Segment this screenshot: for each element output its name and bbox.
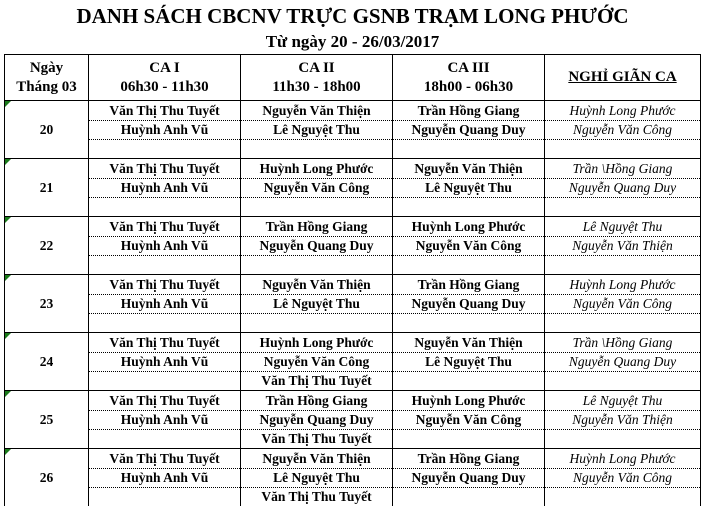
shift-3-cell: Trần Hồng Giang xyxy=(393,449,545,469)
shift-2-cell: Nguyễn Văn Thiện xyxy=(241,275,393,295)
shift-1-cell: Văn Thị Thu Tuyết xyxy=(89,101,241,121)
shift-2-cell: Huỳnh Long Phước xyxy=(241,159,393,179)
shift-3-cell: Nguyễn Văn Thiện xyxy=(393,333,545,353)
shift-3-cell: Huỳnh Long Phước xyxy=(393,391,545,411)
off-shift-cell xyxy=(545,140,701,159)
shift-1-cell: Huỳnh Anh Vũ xyxy=(89,469,241,488)
table-row xyxy=(5,101,701,121)
shift-1-cell xyxy=(89,314,241,333)
shift-3-cell: Nguyễn Quang Duy xyxy=(393,121,545,140)
header-shift-1-time: 06h30 - 11h30 xyxy=(89,78,240,97)
shift-2-cell: Lê Nguyệt Thu xyxy=(241,295,393,314)
page-subtitle: Từ ngày 20 - 26/03/2017 xyxy=(0,32,705,52)
shift-3-cell: Nguyễn Văn Thiện xyxy=(393,159,545,179)
header-date xyxy=(5,55,89,101)
header-shift-3 xyxy=(393,55,545,101)
header-shift-1-name: CA I xyxy=(89,59,240,78)
shift-2-cell: Huỳnh Long Phước xyxy=(241,333,393,353)
shift-2-cell: Văn Thị Thu Tuyết xyxy=(241,372,393,391)
shift-2-cell: Lê Nguyệt Thu xyxy=(241,121,393,140)
shift-2-cell: Văn Thị Thu Tuyết xyxy=(241,430,393,449)
table-row xyxy=(5,314,701,333)
table-row xyxy=(5,198,701,217)
table-row xyxy=(5,391,701,411)
off-shift-cell xyxy=(545,198,701,217)
header-row xyxy=(5,55,701,101)
off-shift-cell: Trần \Hồng Giang xyxy=(545,159,701,179)
header-shift-3-name: CA III xyxy=(393,59,544,78)
table-row xyxy=(5,121,701,140)
day-cell: 20 xyxy=(5,101,89,159)
shift-3-cell: Huỳnh Long Phước xyxy=(393,217,545,237)
off-shift-cell xyxy=(545,372,701,391)
shift-2-cell: Văn Thị Thu Tuyết xyxy=(241,488,393,506)
table-row xyxy=(5,217,701,237)
table-row xyxy=(5,159,701,179)
off-shift-cell: Lê Nguyệt Thu xyxy=(545,391,701,411)
table-row xyxy=(5,488,701,506)
table-row xyxy=(5,275,701,295)
off-shift-cell: Huỳnh Long Phước xyxy=(545,449,701,469)
off-shift-cell: Nguyễn Văn Thiện xyxy=(545,411,701,430)
shift-1-cell: Huỳnh Anh Vũ xyxy=(89,353,241,372)
off-shift-cell: Lê Nguyệt Thu xyxy=(545,217,701,237)
day-cell: 23 xyxy=(5,275,89,333)
shift-2-cell: Nguyễn Văn Thiện xyxy=(241,449,393,469)
shift-3-cell xyxy=(393,488,545,506)
shift-3-cell xyxy=(393,430,545,449)
table-row xyxy=(5,237,701,256)
off-shift-cell xyxy=(545,314,701,333)
shift-1-cell xyxy=(89,372,241,391)
header-off-shift-label: NGHỈ GIÃN CA xyxy=(568,69,676,85)
table-row xyxy=(5,256,701,275)
shift-2-cell xyxy=(241,140,393,159)
duty-schedule-table xyxy=(4,54,701,506)
table-row xyxy=(5,179,701,198)
shift-1-cell: Văn Thị Thu Tuyết xyxy=(89,449,241,469)
shift-3-cell xyxy=(393,256,545,275)
off-shift-cell xyxy=(545,488,701,506)
shift-1-cell xyxy=(89,256,241,275)
off-shift-cell: Huỳnh Long Phước xyxy=(545,275,701,295)
shift-2-cell xyxy=(241,314,393,333)
header-off-shift xyxy=(545,55,701,101)
off-shift-cell: Nguyễn Văn Công xyxy=(545,121,701,140)
header-shift-2-time: 11h30 - 18h00 xyxy=(241,78,392,97)
table-row xyxy=(5,469,701,488)
shift-1-cell xyxy=(89,198,241,217)
table-row xyxy=(5,353,701,372)
shift-1-cell xyxy=(89,488,241,506)
shift-1-cell: Văn Thị Thu Tuyết xyxy=(89,333,241,353)
shift-1-cell: Văn Thị Thu Tuyết xyxy=(89,217,241,237)
schedule-body xyxy=(5,101,701,506)
shift-1-cell: Văn Thị Thu Tuyết xyxy=(89,391,241,411)
shift-1-cell: Huỳnh Anh Vũ xyxy=(89,237,241,256)
shift-1-cell: Huỳnh Anh Vũ xyxy=(89,411,241,430)
day-cell: 21 xyxy=(5,159,89,217)
off-shift-cell: Nguyễn Văn Công xyxy=(545,469,701,488)
shift-2-cell xyxy=(241,256,393,275)
header-shift-2 xyxy=(241,55,393,101)
shift-2-cell: Trần Hồng Giang xyxy=(241,217,393,237)
shift-3-cell: Nguyễn Văn Công xyxy=(393,237,545,256)
shift-2-cell xyxy=(241,198,393,217)
off-shift-cell: Nguyễn Quang Duy xyxy=(545,353,701,372)
table-row xyxy=(5,430,701,449)
shift-3-cell: Trần Hồng Giang xyxy=(393,101,545,121)
shift-3-cell: Nguyễn Quang Duy xyxy=(393,469,545,488)
table-row xyxy=(5,140,701,159)
shift-3-cell xyxy=(393,140,545,159)
off-shift-cell: Trần \Hồng Giang xyxy=(545,333,701,353)
shift-2-cell: Nguyễn Văn Thiện xyxy=(241,101,393,121)
shift-3-cell: Trần Hồng Giang xyxy=(393,275,545,295)
table-row xyxy=(5,333,701,353)
shift-1-cell xyxy=(89,140,241,159)
shift-2-cell: Nguyễn Quang Duy xyxy=(241,411,393,430)
header-shift-3-time: 18h00 - 06h30 xyxy=(393,78,544,97)
day-cell: 25 xyxy=(5,391,89,449)
shift-1-cell xyxy=(89,430,241,449)
shift-2-cell: Trần Hồng Giang xyxy=(241,391,393,411)
shift-3-cell: Nguyễn Quang Duy xyxy=(393,295,545,314)
shift-3-cell: Lê Nguyệt Thu xyxy=(393,179,545,198)
shift-1-cell: Huỳnh Anh Vũ xyxy=(89,179,241,198)
shift-1-cell: Huỳnh Anh Vũ xyxy=(89,121,241,140)
day-cell: 24 xyxy=(5,333,89,391)
table-row xyxy=(5,411,701,430)
shift-1-cell: Văn Thị Thu Tuyết xyxy=(89,159,241,179)
shift-2-cell: Nguyễn Quang Duy xyxy=(241,237,393,256)
off-shift-cell xyxy=(545,430,701,449)
off-shift-cell: Nguyễn Quang Duy xyxy=(545,179,701,198)
shift-3-cell xyxy=(393,372,545,391)
shift-1-cell: Huỳnh Anh Vũ xyxy=(89,295,241,314)
shift-3-cell xyxy=(393,198,545,217)
header-shift-2-name: CA II xyxy=(241,59,392,78)
header-date-line2: Tháng 03 xyxy=(5,78,88,97)
shift-2-cell: Lê Nguyệt Thu xyxy=(241,469,393,488)
off-shift-cell: Huỳnh Long Phước xyxy=(545,101,701,121)
shift-2-cell: Nguyễn Văn Công xyxy=(241,179,393,198)
page-title: DANH SÁCH CBCNV TRỰC GSNB TRẠM LONG PHƯỚC xyxy=(0,4,705,29)
table-row xyxy=(5,372,701,391)
table-row xyxy=(5,295,701,314)
shift-3-cell: Nguyễn Văn Công xyxy=(393,411,545,430)
shift-3-cell: Lê Nguyệt Thu xyxy=(393,353,545,372)
shift-1-cell: Văn Thị Thu Tuyết xyxy=(89,275,241,295)
off-shift-cell xyxy=(545,256,701,275)
off-shift-cell: Nguyễn Văn Công xyxy=(545,295,701,314)
day-cell: 22 xyxy=(5,217,89,275)
shift-3-cell xyxy=(393,314,545,333)
header-shift-1 xyxy=(89,55,241,101)
day-cell: 26 xyxy=(5,449,89,506)
shift-2-cell: Nguyễn Văn Công xyxy=(241,353,393,372)
off-shift-cell: Nguyễn Văn Thiện xyxy=(545,237,701,256)
header-date-line1: Ngày xyxy=(5,59,88,78)
table-row xyxy=(5,449,701,469)
